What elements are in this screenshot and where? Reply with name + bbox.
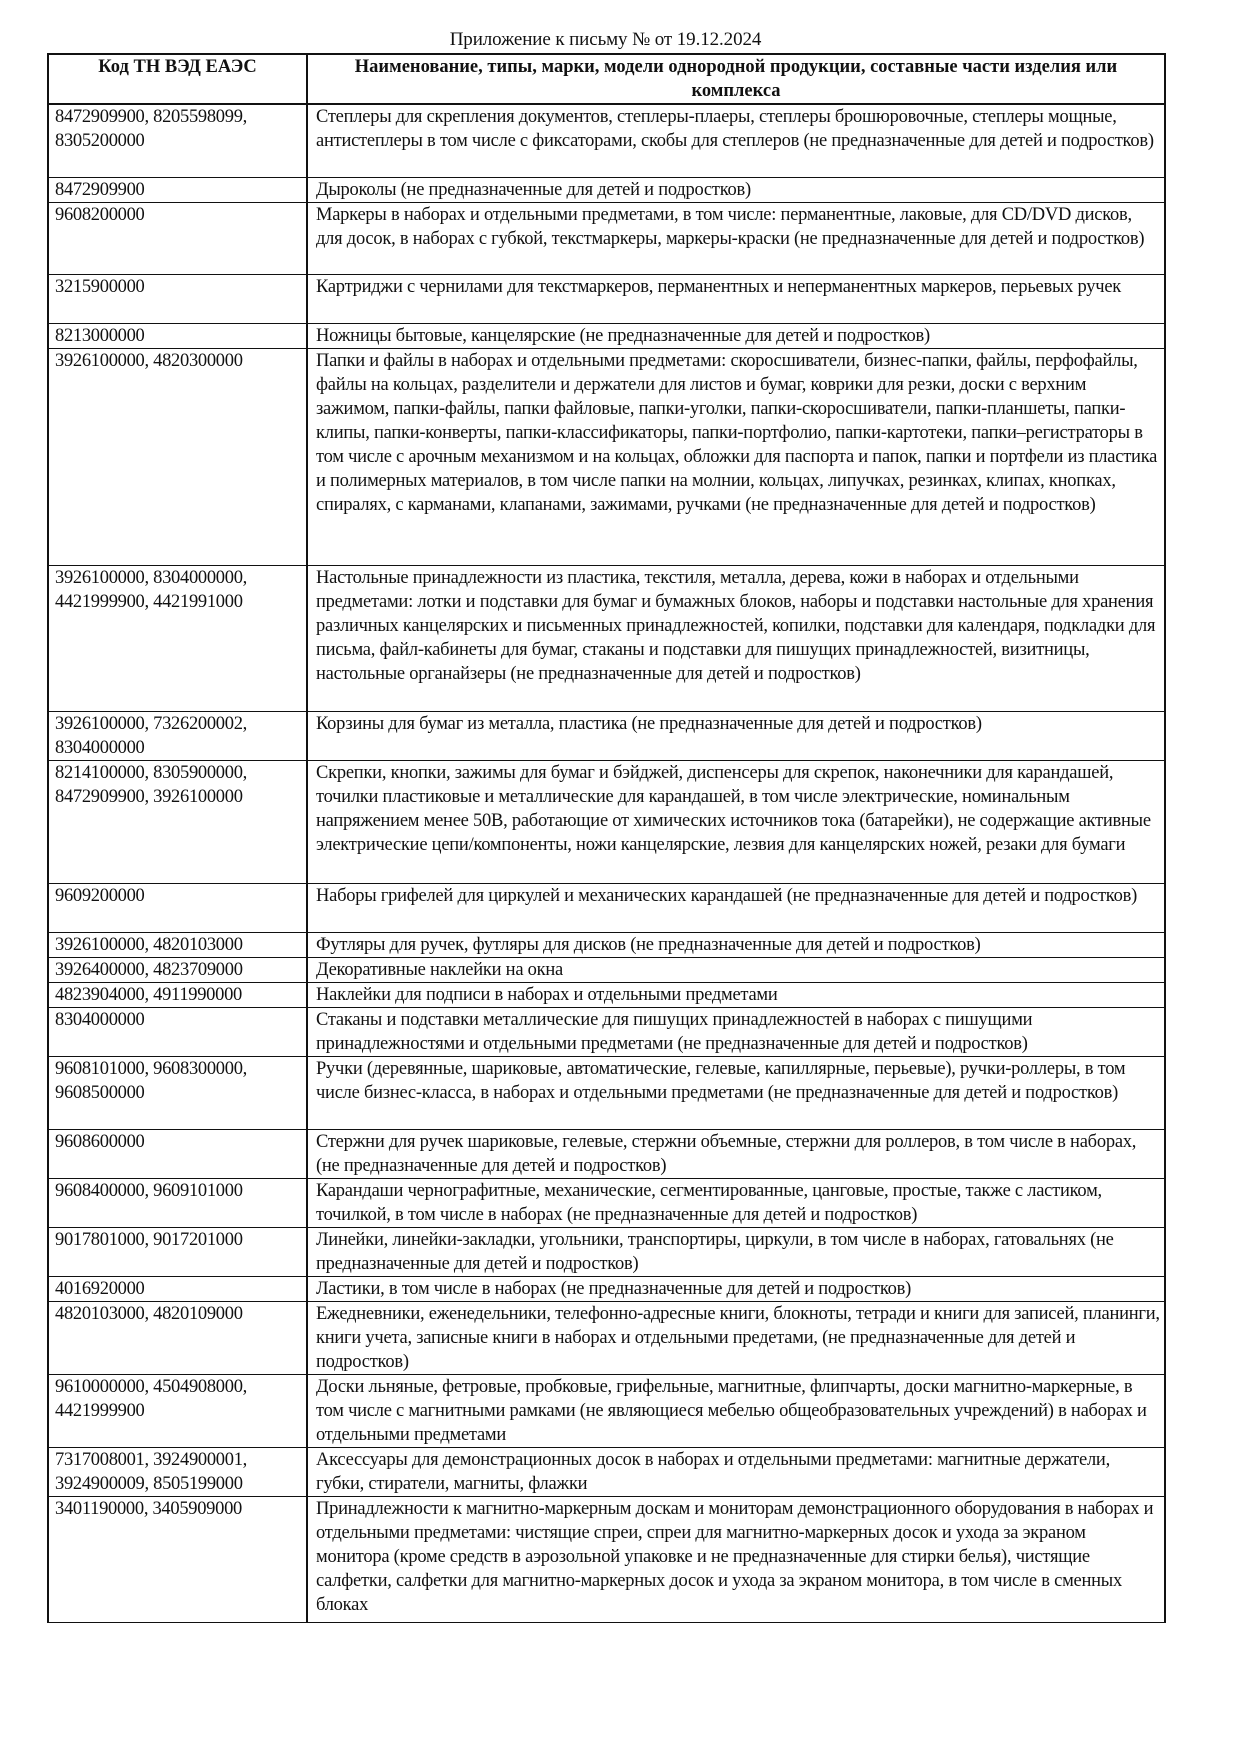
row-description: Степлеры для скрепления документов, степлеры-плаеры, степлеры брошюровочные, степлеры мощные, антистеплеры в том числе с фиксаторами, скобы для степлеров (не предназначенные для детей и подростков) [307,104,1165,177]
row-description: Ручки (деревянные, шариковые, автоматические, гелевые, капиллярные, перьевые), ручки-роллеры, в том числе бизнес-класса, в наборах и отдельными предметами (не предназначенные для детей и подростков) [307,1056,1165,1129]
table-row [48,957,1165,982]
table-row [48,274,1165,323]
product-codes-table [47,53,1166,1623]
row-description: Доски льняные, фетровые, пробковые, грифельные, магнитные, флипчарты, доски магнитно-маркерные, в том числе с магнитными рамками (не являющиеся мебелью общеобразовательных учреждений) в наборах и отдельными предметами [307,1374,1165,1447]
row-code: 4823904000, 4911990000 [48,982,307,1007]
row-code: 3401190000, 3405909000 [48,1496,307,1622]
table-row [48,982,1165,1007]
row-description: Ежедневники, еженедельники, телефонно-адресные книги, блокноты, тетради и книги для записей, планинги, книги учета, записные книги в наборах и отдельными предетами, (не предназначенные для детей и подростков) [307,1301,1165,1374]
row-code: 9608600000 [48,1129,307,1178]
table-row [48,104,1165,177]
table-row [48,1227,1165,1276]
table-row [48,932,1165,957]
table-row [48,883,1165,932]
row-code: 3926100000, 8304000000, 4421999900, 4421991000 [48,565,307,711]
row-description: Наборы грифелей для циркулей и механических карандашей (не предназначенные для детей и подростков) [307,883,1165,932]
row-description: Маркеры в наборах и отдельными предметами, в том числе: перманентные, лаковые, для CD/DVD дисков, для досок, в наборах с губкой, текстмаркеры, маркеры-краски (не предназначенные для детей и подростков) [307,202,1165,274]
table-row [48,1447,1165,1496]
row-code: 8214100000, 8305900000, 8472909900, 3926100000 [48,760,307,883]
row-description: Скрепки, кнопки, зажимы для бумаг и бэйджей, диспенсеры для скрепок, наконечники для карандашей, точилки пластиковые и металлические для карандашей, в том числе электрические, номинальным напряжением менее 50В, работающие от химических источников тока (батарейки), не содержащие активные электрические цепи/компоненты, ножи канцелярские, лезвия для канцелярских ножей, резаки для бумаги [307,760,1165,883]
row-description: Ластики, в том числе в наборах (не предназначенные для детей и подростков) [307,1276,1165,1301]
row-description: Дыроколы (не предназначенные для детей и подростков) [307,177,1165,202]
table-row [48,1007,1165,1056]
row-code: 9608200000 [48,202,307,274]
row-code: 3926100000, 7326200002, 8304000000 [48,711,307,760]
row-code: 3926100000, 4820300000 [48,348,307,565]
row-code: 3215900000 [48,274,307,323]
row-code: 9608101000, 9608300000, 9608500000 [48,1056,307,1129]
row-code: 4820103000, 4820109000 [48,1301,307,1374]
row-description: Корзины для бумаг из металла, пластика (не предназначенные для детей и подростков) [307,711,1165,760]
table-row [48,348,1165,565]
row-description: Линейки, линейки-закладки, угольники, транспортиры, циркули, в том числе в наборах, гатовальнях (не предназначенные для детей и подростков) [307,1227,1165,1276]
row-code: 9017801000, 9017201000 [48,1227,307,1276]
table-row [48,1056,1165,1129]
table-row [48,1301,1165,1374]
table-row [48,1374,1165,1447]
table-row [48,202,1165,274]
row-description: Футляры для ручек, футляры для дисков (не предназначенные для детей и подростков) [307,932,1165,957]
row-code: 9608400000, 9609101000 [48,1178,307,1227]
row-description: Декоративные наклейки на окна [307,957,1165,982]
table-row [48,760,1165,883]
row-description: Аксессуары для демонстрационных досок в наборах и отдельными предметами: магнитные держатели, губки, стиратели, магниты, флажки [307,1447,1165,1496]
row-code: 3926100000, 4820103000 [48,932,307,957]
table-header-row [48,54,1165,104]
table-row [48,1178,1165,1227]
row-code: 8472909900, 8205598099, 8305200000 [48,104,307,177]
row-description: Принадлежности к магнитно-маркерным доскам и мониторам демонстрационного оборудования в наборах и отдельными предметами: чистящие спреи, спреи для магнитно-маркерных досок и ухода за экраном монитора (кроме средств в аэрозольной упаковке и не предназначенные для стирки белья), чистящие салфетки, салфетки для магнитно-маркерных досок и ухода за экраном монитора, в том числе в сменных блоках [307,1496,1165,1622]
row-code: 9610000000, 4504908000, 4421999900 [48,1374,307,1447]
row-code: 9609200000 [48,883,307,932]
table-row [48,323,1165,348]
row-code: 8304000000 [48,1007,307,1056]
row-code: 7317008001, 3924900001, 3924900009, 8505199000 [48,1447,307,1496]
row-description: Наклейки для подписи в наборах и отдельными предметами [307,982,1165,1007]
header-description: Наименование, типы, марки, модели однородной продукции, составные части изделия или комплекса [307,54,1165,104]
row-code: 8213000000 [48,323,307,348]
row-description: Папки и файлы в наборах и отдельными предметами: скоросшиватели, бизнес-папки, файлы, перфофайлы, файлы на кольцах, разделители и держатели для листов и бумаг, коврики для резки, доски с верхним зажимом, папки-файлы, папки файловые, папки-уголки, папки-скоросшиватели, папки-планшеты, папки-клипы, папки-конверты, папки-классификаторы, папки-портфолио, папки-картотеки, папки–регистраторы в том числе с арочным механизмом и на кольцах, обложки для паспорта и папок, папки и портфели из пластика и полимерных материалов, в том числе папки на молнии, кольцах, липучках, резинках, клипах, кнопках, спиралях, с карманами, клапанами, зажимами, ручками (не предназначенные для детей и подростков) [307,348,1165,565]
table-row [48,1129,1165,1178]
row-description: Карандаши чернографитные, механические, сегментированные, цанговые, простые, также с ластиком, точилкой, в том числе в наборах (не предназначенные для детей и подростков) [307,1178,1165,1227]
table-row [48,177,1165,202]
table-row [48,1496,1165,1622]
header-code: Код ТН ВЭД ЕАЭС [48,54,307,104]
row-description: Настольные принадлежности из пластика, текстиля, металла, дерева, кожи в наборах и отдельными предметами: лотки и подставки для бумаг и бумажных блоков, наборы и подставки настольные для хранения различных канцелярских и письменных принадлежностей, копилки, подставки для календаря, подкладки для письма, файл-кабинеты для бумаг, стаканы и подставки для пишущих принадлежностей, визитницы, настольные органайзеры (не предназначенные для детей и подростков) [307,565,1165,711]
row-code: 3926400000, 4823709000 [48,957,307,982]
row-description: Стержни для ручек шариковые, гелевые, стержни объемные, стержни для роллеров, в том числе в наборах, (не предназначенные для детей и подростков) [307,1129,1165,1178]
row-description: Картриджи с чернилами для текстмаркеров, перманентных и неперманентных маркеров, перьевых ручек [307,274,1165,323]
document-title: Приложение к письму № от 19.12.2024 [449,29,762,50]
row-code: 4016920000 [48,1276,307,1301]
table-row [48,1276,1165,1301]
table-row [48,565,1165,711]
row-description: Стаканы и подставки металлические для пишущих принадлежностей в наборах с пишущими принадлежностями и отдельными предметами (не предназначенные для детей и подростков) [307,1007,1165,1056]
row-description: Ножницы бытовые, канцелярские (не предназначенные для детей и подростков) [307,323,1165,348]
row-code: 8472909900 [48,177,307,202]
table-row [48,711,1165,760]
